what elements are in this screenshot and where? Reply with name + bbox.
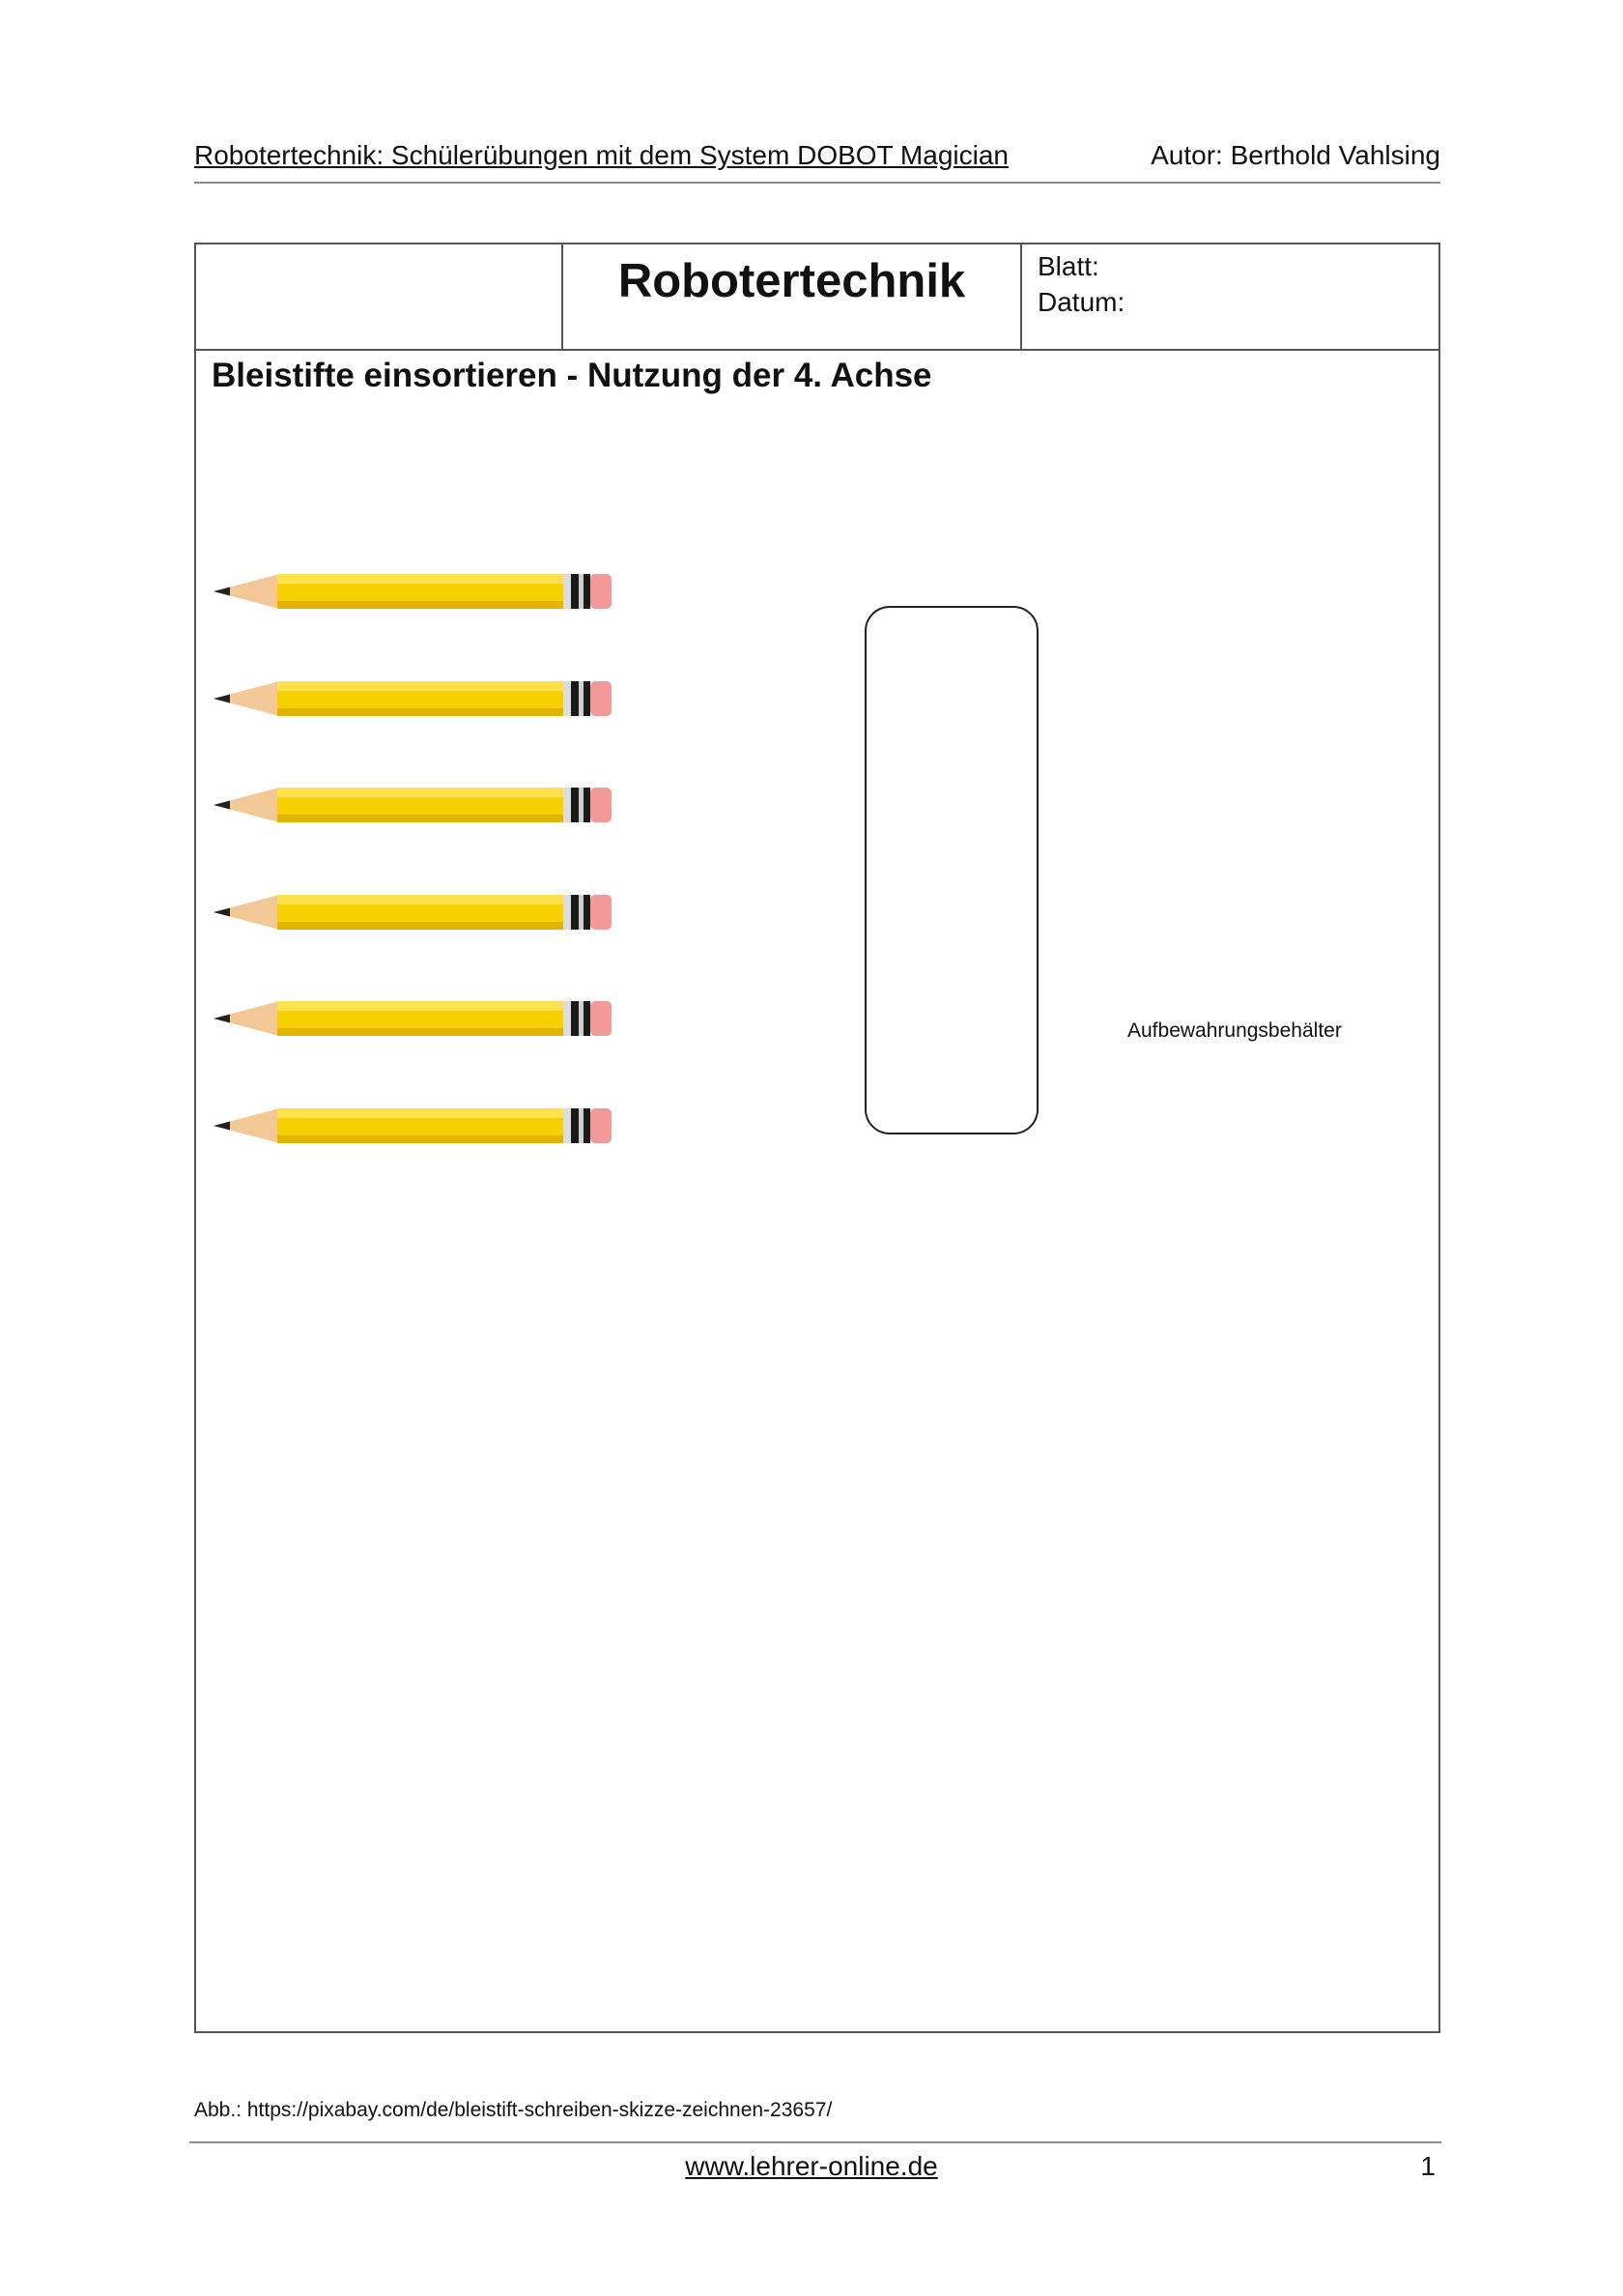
pencil-icon <box>214 1105 613 1147</box>
storage-container-label: Aufbewahrungsbehälter <box>1127 1019 1342 1042</box>
worksheet-frame <box>194 243 1440 2033</box>
pencil-icon <box>214 891 613 933</box>
pencil-icon <box>214 784 613 826</box>
pencil-icon <box>214 997 613 1040</box>
page-header <box>194 136 1440 175</box>
blatt-label: Blatt: <box>1038 251 1099 281</box>
image-credit: Abb.: https://pixabay.com/de/bleistift-schreiben-skizze-zeichnen-23657/ <box>194 2099 833 2121</box>
task-heading: Bleistifte einsortieren - Nutzung der 4. Achse <box>212 357 932 394</box>
worksheet-title-row <box>196 244 1438 351</box>
footer-website-link[interactable]: www.lehrer-online.de <box>685 2151 938 2181</box>
pencil-icon <box>214 570 613 613</box>
worksheet-title: Robotertechnik <box>563 244 1022 349</box>
footer-divider <box>189 2141 1441 2143</box>
page-number: 1 <box>1420 2151 1436 2181</box>
storage-container <box>865 606 1039 1134</box>
datum-label: Datum: <box>1038 287 1125 317</box>
author-name: Autor: Berthold Vahlsing <box>1151 140 1440 170</box>
meta-cell <box>1022 244 1438 349</box>
course-title: Robotertechnik: Schülerübungen mit dem System DOBOT Magician <box>194 140 1009 170</box>
empty-cell <box>196 244 563 349</box>
header-divider <box>194 182 1440 184</box>
pencil-icon <box>214 677 613 720</box>
